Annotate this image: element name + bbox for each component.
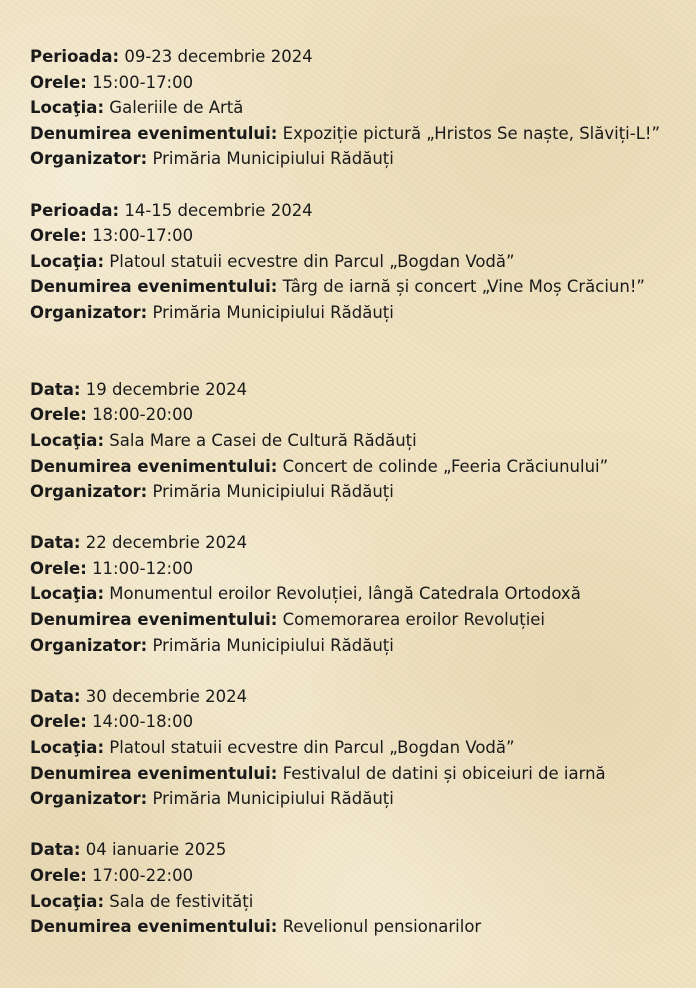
event-hours-row <box>30 70 680 96</box>
event-hours-row <box>30 709 680 735</box>
event-name-value: Revelionul pensionarilor <box>282 917 482 937</box>
location-value: Sala de festivități <box>109 891 254 911</box>
organizer-value: Primăria Municipiului Rădăuți <box>152 789 394 809</box>
event-location-row <box>30 581 680 607</box>
hours-value: 15:00-17:00 <box>92 72 194 92</box>
event-name-row <box>30 274 680 300</box>
event-name-row <box>30 914 680 940</box>
date-value: 19 decembrie 2024 <box>85 379 248 399</box>
organizer-label: Organizator: <box>30 635 148 655</box>
date-label: Data: <box>30 533 81 553</box>
event-block <box>30 684 680 812</box>
organizer-label: Organizator: <box>30 302 148 322</box>
spacer <box>30 658 680 684</box>
hours-label: Orele: <box>30 72 87 92</box>
event-block <box>30 530 680 658</box>
event-hours-row <box>30 863 680 889</box>
event-name-label: Denumirea evenimentului: <box>30 610 278 630</box>
event-organizer-row <box>30 300 680 326</box>
location-label: Locaţia: <box>30 738 105 758</box>
event-name-row <box>30 454 680 480</box>
hours-value: 18:00-20:00 <box>92 405 194 425</box>
hours-value: 13:00-17:00 <box>92 226 194 246</box>
event-organizer-row <box>30 146 680 172</box>
event-name-row <box>30 607 680 633</box>
event-date-row <box>30 530 680 556</box>
event-organizer-row <box>30 786 680 812</box>
event-block <box>30 198 680 326</box>
event-block <box>30 44 680 172</box>
organizer-label: Organizator: <box>30 789 148 809</box>
event-hours-row <box>30 556 680 582</box>
event-block <box>30 377 680 505</box>
location-label: Locaţia: <box>30 584 105 604</box>
hours-value: 14:00-18:00 <box>92 712 194 732</box>
event-name-label: Denumirea evenimentului: <box>30 917 278 937</box>
date-label: Data: <box>30 840 81 860</box>
spacer <box>30 172 680 198</box>
event-location-row <box>30 735 680 761</box>
spacer <box>30 812 680 838</box>
hours-label: Orele: <box>30 558 87 578</box>
event-period-row <box>30 44 680 70</box>
organizer-value: Primăria Municipiului Rădăuți <box>152 302 394 322</box>
event-block <box>30 837 680 939</box>
event-period-row <box>30 198 680 224</box>
date-value: 30 decembrie 2024 <box>85 686 248 706</box>
location-value: Sala Mare a Casei de Cultură Rădăuți <box>109 430 417 450</box>
organizer-label: Organizator: <box>30 482 148 502</box>
event-date-row <box>30 837 680 863</box>
location-label: Locaţia: <box>30 891 105 911</box>
location-label: Locaţia: <box>30 430 105 450</box>
hours-label: Orele: <box>30 712 87 732</box>
hours-value: 17:00-22:00 <box>92 866 194 885</box>
event-name-value: Festivalul de datini și obiceiuri de iarnă <box>282 763 606 783</box>
location-label: Locaţia: <box>30 251 105 271</box>
event-name-row <box>30 761 680 787</box>
event-name-value: Comemorarea eroilor Revoluției <box>282 610 546 630</box>
location-value: Galeriile de Artă <box>109 98 244 118</box>
event-organizer-row <box>30 633 680 659</box>
event-location-row <box>30 95 680 121</box>
date-label: Data: <box>30 379 81 399</box>
period-value: 09-23 decembrie 2024 <box>124 47 313 66</box>
organizer-value: Primăria Municipiului Rădăuți <box>152 635 394 655</box>
hours-value: 11:00-12:00 <box>92 558 194 578</box>
location-value: Platoul statuii ecvestre din Parcul „Bogdan Vodă” <box>109 251 515 271</box>
location-label: Locaţia: <box>30 98 105 118</box>
hours-label: Orele: <box>30 226 87 246</box>
event-hours-row <box>30 223 680 249</box>
event-name-label: Denumirea evenimentului: <box>30 456 278 476</box>
location-value: Platoul statuii ecvestre din Parcul „Bogdan Vodă” <box>109 738 515 758</box>
period-value: 14-15 decembrie 2024 <box>124 200 313 220</box>
event-name-label: Denumirea evenimentului: <box>30 763 278 783</box>
organizer-value: Primăria Municipiului Rădăuți <box>152 482 394 502</box>
date-value: 04 ianuarie 2025 <box>85 840 227 860</box>
event-schedule <box>30 44 680 940</box>
event-date-row <box>30 684 680 710</box>
period-label: Perioada: <box>30 200 120 220</box>
event-name-label: Denumirea evenimentului: <box>30 277 278 297</box>
event-location-row <box>30 428 680 454</box>
hours-label: Orele: <box>30 866 87 885</box>
event-name-value: Expoziție pictură „Hristos Se naște, Slăviți-L!” <box>282 123 661 143</box>
spacer <box>30 326 680 377</box>
date-value: 22 decembrie 2024 <box>85 533 248 553</box>
event-name-row <box>30 121 680 147</box>
hours-label: Orele: <box>30 405 87 425</box>
event-name-label: Denumirea evenimentului: <box>30 123 278 143</box>
period-label: Perioada: <box>30 47 120 66</box>
event-name-value: Târg de iarnă și concert „Vine Moș Crăciun!” <box>282 277 645 297</box>
date-label: Data: <box>30 686 81 706</box>
organizer-label: Organizator: <box>30 149 148 169</box>
event-organizer-row <box>30 479 680 505</box>
event-name-value: Concert de colinde „Feeria Crăciunului” <box>282 456 609 476</box>
event-location-row <box>30 249 680 275</box>
spacer <box>30 505 680 531</box>
event-date-row <box>30 377 680 403</box>
organizer-value: Primăria Municipiului Rădăuți <box>152 149 394 169</box>
event-location-row <box>30 889 680 915</box>
event-hours-row <box>30 402 680 428</box>
location-value: Monumentul eroilor Revoluției, lângă Catedrala Ortodoxă <box>109 584 581 604</box>
